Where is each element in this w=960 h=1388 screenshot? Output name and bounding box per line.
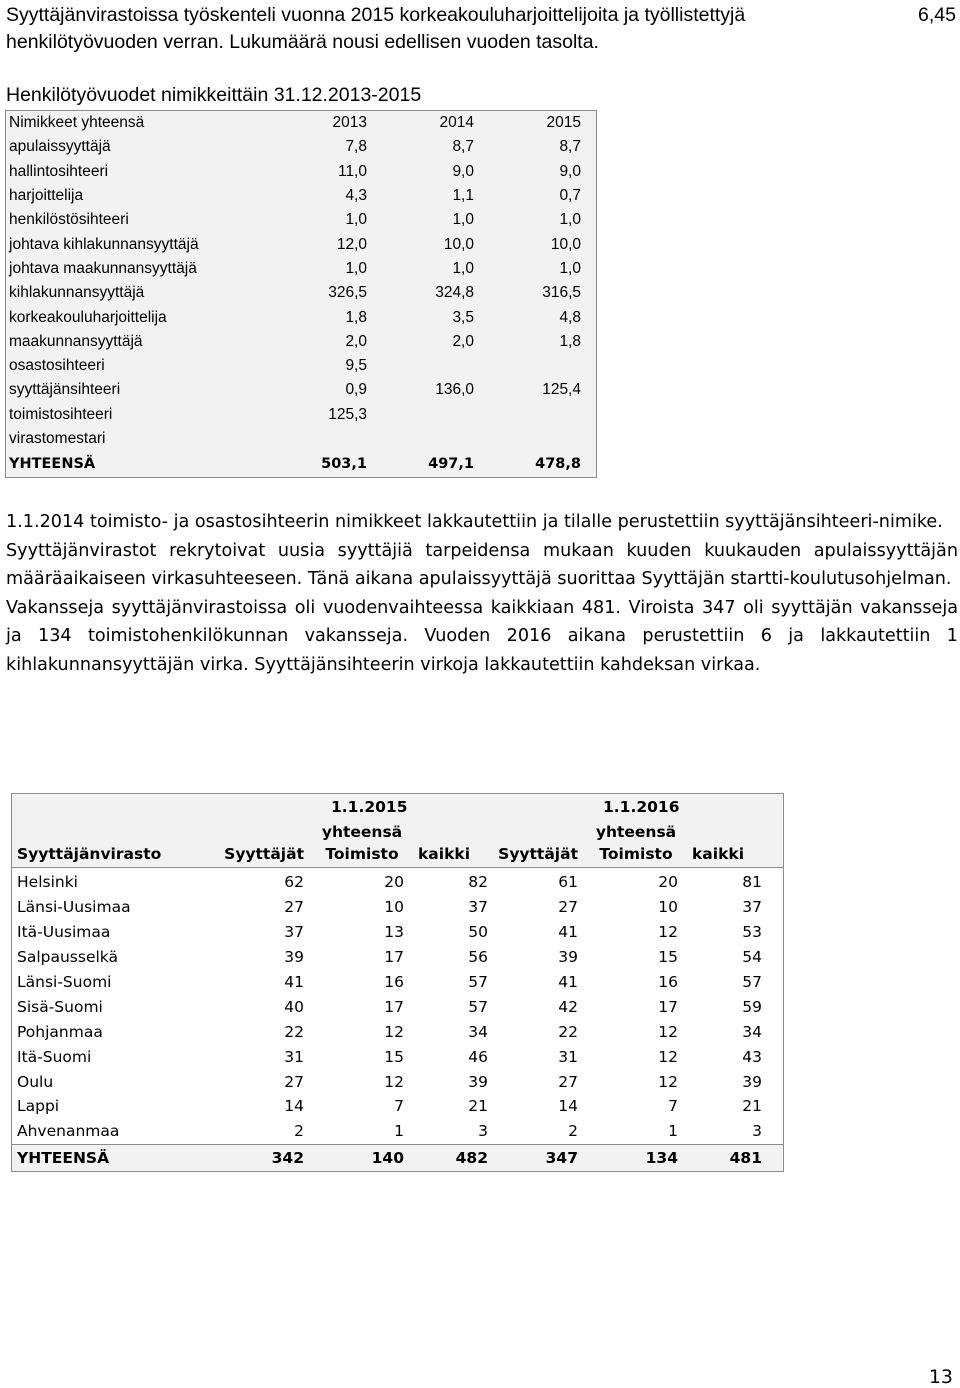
table2-row-value: 27 <box>558 898 578 917</box>
table-row <box>6 160 596 184</box>
table2-row-value: 37 <box>284 923 304 942</box>
table2-row-value: 43 <box>742 1047 762 1066</box>
table1-row-value: 11,0 <box>337 162 367 180</box>
table2-row-value: 15 <box>658 948 678 967</box>
table1-header-2015: 2015 <box>546 114 581 132</box>
table2-row-value: 37 <box>468 898 488 917</box>
table2-row-office: Helsinki <box>17 873 78 892</box>
table-row <box>12 895 783 920</box>
table2-row-value: 12 <box>658 1072 678 1091</box>
table1-header-name: Nimikkeet yhteensä <box>9 114 145 132</box>
table2-row-value: 27 <box>284 1072 304 1091</box>
table2-row-office: Sisä-Suomi <box>17 997 103 1016</box>
table1-row-value: 12,0 <box>336 235 367 253</box>
table1-row-value: 1,0 <box>345 259 367 277</box>
table2-row-value: 12 <box>658 923 678 942</box>
table2-date-2016: 1.1.2016 <box>603 798 680 816</box>
table2-row-value: 59 <box>742 997 762 1016</box>
table1-row-value: 1,0 <box>452 259 474 277</box>
table2-row-value: 46 <box>468 1047 488 1066</box>
table-row <box>6 257 596 281</box>
table2-row-value: 31 <box>558 1047 578 1066</box>
table-row <box>12 970 783 995</box>
table1-row-value: 125,3 <box>328 405 367 423</box>
table1-total-row <box>6 451 596 477</box>
table-row <box>12 870 783 895</box>
table1-row-value: 3,5 <box>452 308 474 326</box>
table2-total-t2016: 134 <box>645 1148 678 1167</box>
table1-row-value: 4,8 <box>559 308 581 326</box>
body-text <box>6 508 958 680</box>
paragraph-1: 1.1.2014 toimisto- ja osastosihteerin nimikkeet lakkautettiin ja tilalle perustettiin syyttäjänsihteeri-nimike. <box>6 512 943 532</box>
table2-total-s2015: 342 <box>271 1148 304 1167</box>
table2-row-value: 20 <box>658 873 678 892</box>
table2-row-office: Itä-Suomi <box>17 1047 92 1066</box>
table1-row-value: 1,0 <box>345 211 367 229</box>
table2-row-value: 54 <box>742 948 762 967</box>
table2-row-value: 10 <box>658 898 678 917</box>
table2-row-value: 34 <box>742 1022 762 1041</box>
table1-row-value: 2,0 <box>452 332 474 350</box>
table2-total-label: YHTEENSÄ <box>17 1148 110 1167</box>
vacancies-table <box>11 793 784 1172</box>
table2-row-value: 10 <box>384 898 404 917</box>
table1-row-value: 0,7 <box>559 187 581 205</box>
table1-row-name: toimistosihteeri <box>9 405 113 423</box>
table2-row-office: Salpausselkä <box>17 948 118 967</box>
table2-row-office: Lappi <box>17 1097 60 1116</box>
table2-body <box>11 867 784 1172</box>
table-row <box>12 994 783 1019</box>
table1-row-value: 8,7 <box>452 138 474 156</box>
table2-row-value: 57 <box>742 973 762 991</box>
table2-row-office: Länsi-Suomi <box>17 973 112 991</box>
staff-years-table <box>5 110 597 478</box>
table2-row-value: 41 <box>558 923 578 942</box>
table2-row-value: 41 <box>558 973 578 991</box>
table2-row-value: 7 <box>394 1097 404 1116</box>
table1-row-name: hallintosihteeri <box>9 162 109 180</box>
table1-row-value: 1,0 <box>559 211 581 229</box>
table-row <box>6 403 596 427</box>
table2-row-value: 57 <box>468 997 488 1016</box>
table2-row-value: 12 <box>384 1022 404 1041</box>
table1-row-value: 4,3 <box>345 187 367 205</box>
table2-row-value: 31 <box>284 1047 304 1066</box>
table1-row-value: 324,8 <box>435 284 474 302</box>
table-row <box>6 135 596 159</box>
table-row <box>12 1094 783 1119</box>
table2-row-value: 34 <box>468 1022 488 1041</box>
table-row <box>6 208 596 232</box>
table1-header-2014: 2014 <box>439 114 474 132</box>
table2-col-syyttajat-2016: Syyttäjät <box>498 845 578 863</box>
table1-row-value: 136,0 <box>435 381 474 399</box>
table2-row-value: 50 <box>468 923 488 942</box>
table2-row-value: 14 <box>558 1097 578 1116</box>
table-row <box>6 305 596 329</box>
table2-row-value: 56 <box>468 948 488 967</box>
table2-row-value: 27 <box>558 1072 578 1091</box>
table2-row-value: 22 <box>558 1022 578 1041</box>
table1-row-value: 326,5 <box>328 284 367 302</box>
table1-row-name: korkeakouluharjoittelija <box>9 308 167 326</box>
table2-col-syyttajat-2015: Syyttäjät <box>224 845 304 863</box>
table2-row-value: 22 <box>284 1022 304 1041</box>
table-row <box>12 1044 783 1069</box>
table2-row-value: 41 <box>284 973 304 991</box>
table1-row-name: osastosihteeri <box>9 357 105 375</box>
table1-row-value: 2,0 <box>345 332 367 350</box>
table1-total-2015: 478,8 <box>535 456 581 473</box>
table2-row-value: 17 <box>384 997 404 1016</box>
table2-total-row <box>12 1144 783 1171</box>
table2-header <box>11 793 784 867</box>
table2-row-office: Pohjanmaa <box>17 1022 103 1041</box>
table2-col-kaikki-2015: kaikki <box>418 845 471 863</box>
table2-row-office: Ahvenanmaa <box>17 1122 120 1141</box>
table2-col-toimisto-2016: Toimisto <box>599 845 673 863</box>
table1-row-value: 8,7 <box>559 138 581 156</box>
table2-col-toimisto-2015: Toimisto <box>325 845 399 863</box>
table2-total-k2016: 481 <box>729 1148 762 1167</box>
table2-row-value: 62 <box>284 873 304 892</box>
table-row <box>12 1019 783 1044</box>
table1-body <box>6 135 596 451</box>
table2-row-value: 7 <box>668 1097 678 1116</box>
paragraph-2: Syyttäjänvirastot rekrytoivat uusia syyttäjiä tarpeidensa mukaan kuuden kuukauden apulaissyyttäjän määräaikaiseen virkasuhteeseen. Tänä aikana apulaissyyttäjä suorittaa Syyttäjän startti-koulutusohjelman. <box>6 540 958 590</box>
table2-row-value: 16 <box>658 973 678 991</box>
table2-row-value: 12 <box>384 1072 404 1091</box>
table2-total-k2015: 482 <box>455 1148 488 1167</box>
table2-row-value: 2 <box>568 1122 578 1141</box>
table2-row-value: 39 <box>558 948 578 967</box>
table-row <box>12 1069 783 1094</box>
table2-row-value: 2 <box>294 1122 304 1141</box>
table2-row-value: 3 <box>752 1122 762 1141</box>
table1-total-label: YHTEENSÄ <box>9 456 96 473</box>
table1-row-value: 1,8 <box>559 332 581 350</box>
table2-row-value: 27 <box>284 898 304 917</box>
table2-row-value: 12 <box>658 1047 678 1066</box>
table2-row-value: 12 <box>658 1022 678 1041</box>
table1-row-value: 1,8 <box>345 308 367 326</box>
table2-row-value: 39 <box>742 1072 762 1091</box>
table2-row-value: 1 <box>668 1122 678 1141</box>
table-row <box>12 1119 783 1144</box>
table2-row-value: 14 <box>284 1097 304 1116</box>
table-row <box>12 920 783 945</box>
table1-row-value: 1,0 <box>452 211 474 229</box>
table2-row-value: 53 <box>742 923 762 942</box>
table-row <box>6 232 596 256</box>
table1-row-value: 1,1 <box>452 187 474 205</box>
table1-row-name: harjoittelija <box>9 187 84 205</box>
table-row <box>6 184 596 208</box>
table-row <box>6 378 596 402</box>
table1-row-name: maakunnansyyttäjä <box>9 332 143 350</box>
table1-caption: Henkilötyövuodet nimikkeittäin 31.12.2013-2015 <box>6 84 422 106</box>
intro-number: 6,45 <box>918 4 956 26</box>
table2-row-value: 21 <box>468 1097 488 1116</box>
table2-row-value: 13 <box>384 923 404 942</box>
paragraph-3: Vakansseja syyttäjänvirastoissa oli vuodenvaihteessa kaikkiaan 481. Viroista 347 oli syyttäjän vakansseja ja 134 toimistohenkilökunnan vakansseja. Vuoden 2016 aikana perustettiin 6 ja lakkautettiin 1 kihlakunnansyyttäjän virka. Syyttäjänsihteerin virkoja lakkautettiin kahdeksan virkaa. <box>6 597 958 675</box>
table2-row-value: 40 <box>284 997 304 1016</box>
table2-row-value: 82 <box>468 873 488 892</box>
intro-text: Syyttäjänvirastoissa työskenteli vuonna 2015 korkeakouluharjoittelijoita ja työllistettyjä henkilötyövuoden verran. Lukumäärä nousi edellisen vuoden tasolta. <box>6 4 746 53</box>
table1-row-name: johtava kihlakunnansyyttäjä <box>9 235 199 253</box>
table2-col-kaikki-2016: kaikki <box>692 845 745 863</box>
table1-row-value: 316,5 <box>542 284 581 302</box>
table2-row-office: Länsi-Uusimaa <box>17 898 131 917</box>
table2-row-value: 37 <box>742 898 762 917</box>
table2-row-value: 57 <box>468 973 488 991</box>
table1-row-value: 9,0 <box>559 162 581 180</box>
intro-paragraph <box>6 2 956 56</box>
table-row <box>6 427 596 451</box>
table2-row-office: Itä-Uusimaa <box>17 923 111 942</box>
table1-row-value: 10,0 <box>550 235 581 253</box>
table2-col-name: Syyttäjänvirasto <box>17 845 162 863</box>
table1-total-2014: 497,1 <box>428 456 474 473</box>
table-row <box>6 354 596 378</box>
table1-header <box>6 111 596 135</box>
table2-row-office: Oulu <box>17 1072 54 1091</box>
table2-row-value: 61 <box>558 873 578 892</box>
table1-header-2013: 2013 <box>332 114 367 132</box>
table-row <box>6 330 596 354</box>
page-number: 13 <box>928 1366 953 1388</box>
table1-row-name: syyttäjänsihteeri <box>9 381 121 399</box>
table-row <box>12 945 783 970</box>
table2-row-value: 42 <box>558 997 578 1016</box>
table2-row-value: 39 <box>468 1072 488 1091</box>
table1-row-name: kihlakunnansyyttäjä <box>9 284 145 302</box>
table2-total-s2016: 347 <box>545 1148 578 1167</box>
table1-total-2013: 503,1 <box>321 456 367 473</box>
table1-row-value: 9,5 <box>345 357 367 375</box>
table2-row-value: 20 <box>384 873 404 892</box>
table1-row-name: henkilöstösihteeri <box>9 211 129 229</box>
table1-row-value: 125,4 <box>542 381 581 399</box>
table2-date-2015: 1.1.2015 <box>331 798 408 816</box>
table2-row-value: 16 <box>384 973 404 991</box>
table2-row-value: 1 <box>394 1122 404 1141</box>
table2-row-value: 15 <box>384 1047 404 1066</box>
table2-total-t2015: 140 <box>371 1148 404 1167</box>
table1-row-name: johtava maakunnansyyttäjä <box>9 259 197 277</box>
table1-row-value: 1,0 <box>559 259 581 277</box>
table2-row-value: 39 <box>284 948 304 967</box>
table2-sub-yhteensa-2015: yhteensä <box>321 823 403 841</box>
table2-row-value: 17 <box>658 997 678 1016</box>
table1-row-name: apulaissyyttäjä <box>9 138 111 156</box>
table2-row-value: 81 <box>742 873 762 892</box>
table1-row-name: virastomestari <box>9 430 106 447</box>
table1-row-value: 0,9 <box>345 381 367 399</box>
table1-row-value: 10,0 <box>443 235 474 253</box>
table1-row-value: 9,0 <box>452 162 474 180</box>
table2-sub-yhteensa-2016: yhteensä <box>595 823 677 841</box>
table2-row-value: 21 <box>742 1097 762 1116</box>
table2-row-value: 17 <box>384 948 404 967</box>
table-row <box>6 281 596 305</box>
table2-row-value: 3 <box>478 1122 488 1141</box>
table1-row-value: 7,8 <box>345 138 367 156</box>
